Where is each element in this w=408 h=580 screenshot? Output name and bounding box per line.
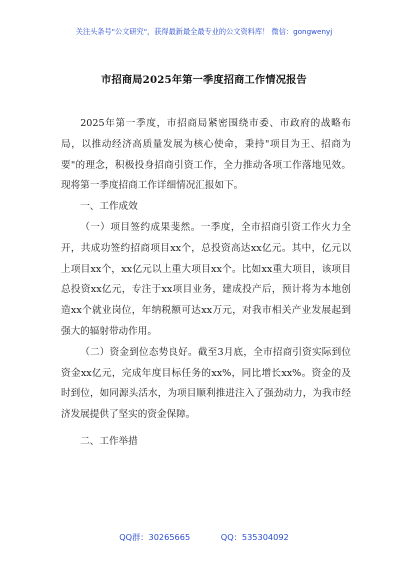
paragraph-funding: （二）资金到位态势良好。截至3月底，全市招商引资实际到位资金xx亿元，完成年度目标任务的xx%，同比增长xx%。资金的及时到位，如同源头活水，为项目顺利推进注入了强劲动力，为我市经济发展提供了坚实的资金保障。 xyxy=(61,346,351,421)
footer-contact xyxy=(0,532,408,543)
paragraph-project-signing: （一）项目签约成果斐然。一季度，全市招商引资工作火力全开，共成功签约招商项目xx个，总投资高达xx亿元。其中，亿元以上项目xx个，xx亿元以上重大项目xx个。比如xx重大项目，该项目总投资xx亿元，专注于xx项目业务，建成投产后，预计将为本地创造xx个就业岗位，年纳税额可达xx万元，对我市相关产业发展起到强大的辐射带动作用。 xyxy=(61,221,351,337)
document-title: 市招商局2025年第一季度招商工作情况报告 xyxy=(101,74,307,86)
section-heading-achievements: 一、工作成效 xyxy=(80,201,138,213)
footer-qq: QQ：535304092 xyxy=(220,532,289,542)
header-note: 关注头条号"公文研究"，获得最新最全最专业的公文资料库！ 微信：gongwenyj xyxy=(75,27,333,36)
section-heading-measures: 二、工作举措 xyxy=(80,435,138,447)
document-body xyxy=(61,114,351,453)
intro-paragraph: 2025年第一季度，市招商局紧密围绕市委、市政府的战略布局，以推动经济高质量发展为核心使命，秉持"项目为王、招商为要"的理念，积极投身招商引资工作，全力推动各项工作落地见效。现将第一季度招商工作详细情况汇报如下。 xyxy=(61,118,351,192)
footer-qq-group: QQ群：30265665 xyxy=(119,532,191,542)
